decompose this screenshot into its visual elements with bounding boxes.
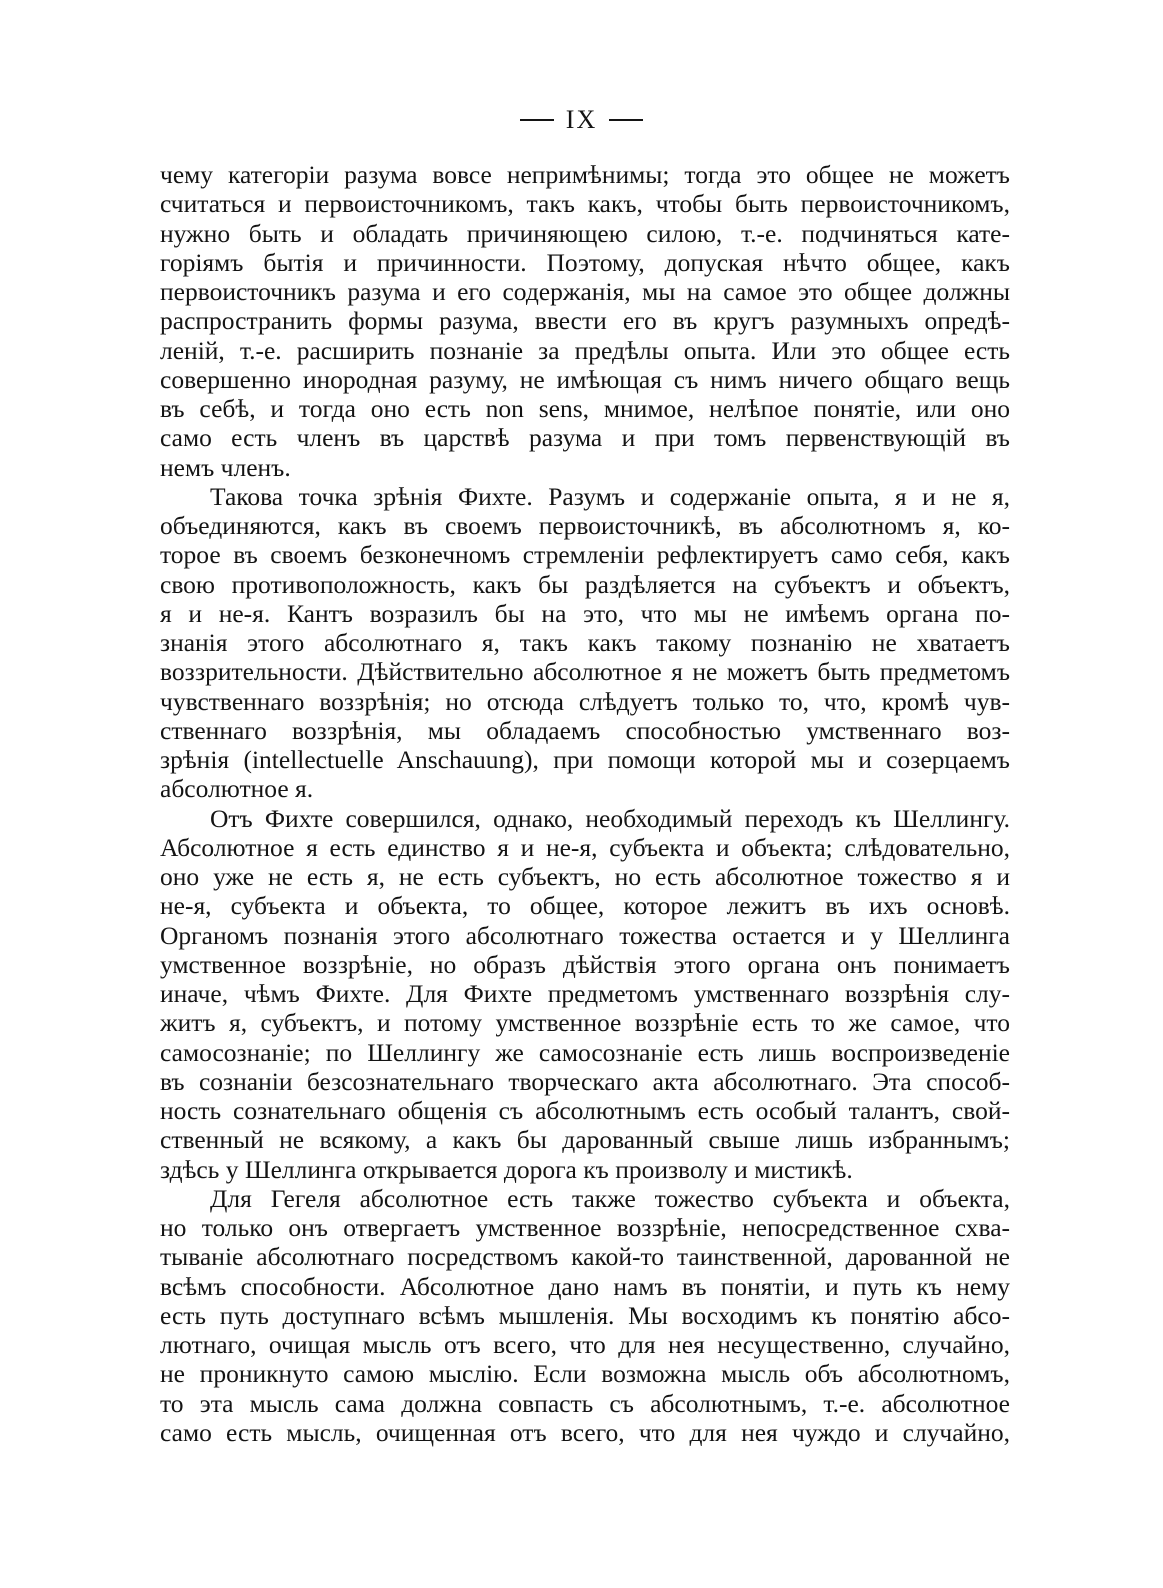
text-line: ственнаго воззрѣнія, мы обладаемъ способностью умственнаго воз- <box>160 715 1010 745</box>
text-line: житъ я, субъектъ, и потому умственное воззрѣніе есть то же самое, что <box>160 1008 1010 1038</box>
text-line: первоисточникъ разума и его содержанія, мы на самое это общее должны <box>160 277 1010 306</box>
text-line: Отъ Фихте совершился, однако, необходимый переходъ къ Шеллингу. <box>210 803 1010 833</box>
text-line: въ сознаніи безсознательнаго творческаго акта абсолютнаго. Эта способ- <box>160 1066 1010 1096</box>
text-line: торое въ своемъ безконечномъ стремленіи рефлектируетъ само себя, какъ <box>160 540 1010 570</box>
text-line: Абсолютное я есть единство я и не-я, субъекта и объекта; слѣдовательно, <box>160 832 1010 862</box>
text-line: леній, т.-е. расширить познаніе за предѣлы опыта. Или это общее есть <box>160 335 1010 365</box>
text-line: ность сознательнаго общенія съ абсолютнымъ есть особый талантъ, свой- <box>160 1096 1010 1125</box>
text-line: оно уже не есть я, не есть субъектъ, но есть абсолютное тожество я и <box>160 862 1010 891</box>
text-line: но только онъ отвергаетъ умственное воззрѣніе, непосредственное схва- <box>160 1213 1010 1242</box>
text-line: знанія этого абсолютнаго я, такъ какъ такому познанію не хватаетъ <box>160 628 1010 657</box>
text-line: то эта мысль сама должна совпасть съ абсолютнымъ, т.-е. абсолютное <box>160 1388 1010 1418</box>
text-line: чувственнаго воззрѣнія; но отсюда слѣдуетъ только то, что, кромѣ чув- <box>160 686 1010 716</box>
text-line: ственный не всякому, а какъ бы дарованный свыше лишь избраннымъ; <box>160 1125 1010 1155</box>
text-line: Органомъ познанія этого абсолютнаго тожества остается и у Шеллинга <box>160 920 1010 950</box>
page-header <box>0 103 1163 135</box>
text-line: само есть членъ въ царствѣ разума и при томъ первенствующій въ <box>160 423 1010 453</box>
text-line: объединяются, какъ въ своемъ первоисточникѣ, въ абсолютномъ я, ко- <box>160 511 1010 540</box>
text-line: есть путь доступнаго всѣмъ мышленія. Мы восходимъ къ понятію абсо- <box>160 1300 1010 1330</box>
text-line: горіямъ бытія и причинности. Поэтому, допуская нѣчто общее, какъ <box>160 247 1010 277</box>
page-number: IX <box>565 105 598 135</box>
text-line: считаться и первоисточникомъ, такъ какъ, чтобы быть первоисточникомъ, <box>160 189 1010 219</box>
text-line: тываніе абсолютнаго посредствомъ какой-то таинственной, дарованной не <box>160 1242 1010 1272</box>
text-line: воззрительности. Дѣйствительно абсолютное я не можетъ быть предметомъ <box>160 657 1010 687</box>
body-text <box>160 160 1010 1447</box>
text-line: здѣсь у Шеллинга открывается дорога къ произволу и мистикѣ. <box>160 1154 853 1184</box>
text-line: чему категоріи разума вовсе непримѣнимы; тогда это общее не можетъ <box>160 160 1010 189</box>
text-line: самосознаніе; по Шеллингу же самосознаніе есть лишь воспроизведеніе <box>160 1037 1010 1067</box>
text-line: Такова точка зрѣнія Фихте. Разумъ и содержаніе опыта, я и не я, <box>210 481 1010 511</box>
text-line: Для Гегеля абсолютное есть также тожество субъекта и объекта, <box>210 1183 1010 1213</box>
text-line: въ себѣ, и тогда оно есть non sens, мнимое, нелѣпое понятіе, или оно <box>160 394 1010 423</box>
text-line: немъ членъ. <box>160 452 291 482</box>
text-line: нужно быть и обладать причиняющею силою, т.-е. подчиняться кате- <box>160 218 1010 248</box>
text-line: иначе, чѣмъ Фихте. Для Фихте предметомъ умственнаго воззрѣнія слу- <box>160 979 1010 1008</box>
text-line: распространить формы разума, ввести его въ кругъ разумныхъ опредѣ- <box>160 306 1010 336</box>
text-line: всѣмъ способности. Абсолютное дано намъ въ понятіи, и путь къ нему <box>160 1271 1010 1301</box>
text-line: не-я, субъекта и объекта, то общее, которое лежитъ въ ихъ основѣ. <box>160 891 1010 921</box>
text-line: свою противоположность, какъ бы раздѣляется на субъектъ и объектъ, <box>160 569 1010 599</box>
left-dash <box>520 119 554 121</box>
text-line: зрѣнія (intellectuelle Anschauung), при помощи которой мы и созерцаемъ <box>160 745 1010 774</box>
text-line: совершенно инородная разуму, не имѣющая съ нимъ ничего общаго вещь <box>160 364 1010 394</box>
text-line: умственное воззрѣніе, но образъ дѣйствія этого органа онъ понимаетъ <box>160 949 1010 979</box>
text-line: абсолютное я. <box>160 774 314 804</box>
right-dash <box>609 119 643 121</box>
text-line: я и не-я. Кантъ возразилъ бы на это, что мы не имѣемъ органа по- <box>160 598 1010 628</box>
text-line: лютнаго, очищая мысль отъ всего, что для нея несущественно, случайно, <box>160 1330 1010 1359</box>
text-line: не проникнуто самою мыслію. Если возможна мысль объ абсолютномъ, <box>160 1359 1010 1389</box>
text-line: само есть мысль, очищенная отъ всего, что для нея чуждо и случайно, <box>160 1417 1010 1447</box>
